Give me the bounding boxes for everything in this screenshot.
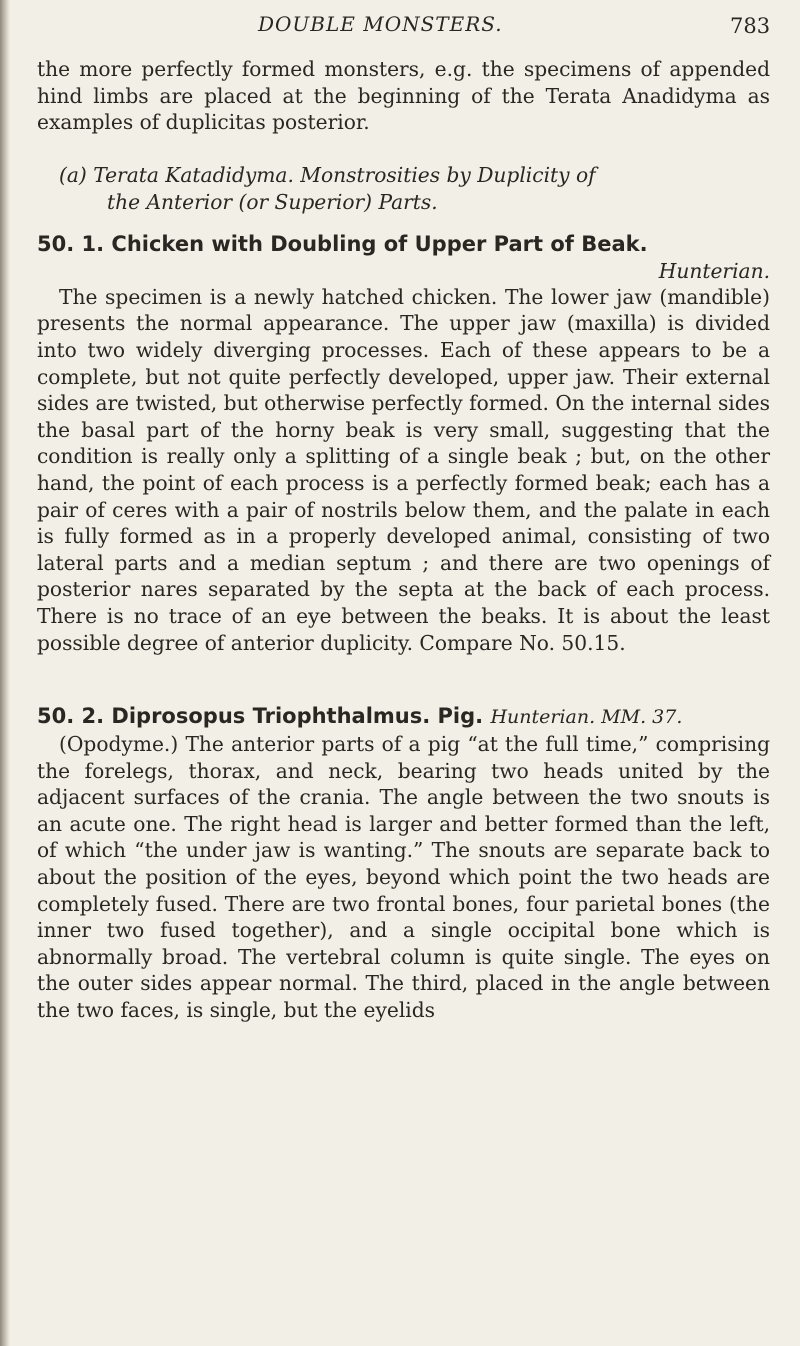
page-number: 783 [730, 14, 771, 38]
section-heading-line2: the Anterior (or Superior) Parts. [107, 189, 438, 214]
entry-source: Hunterian. [658, 258, 770, 283]
entry-text: The specimen is a newly hatched chicken. The lower jaw (mandible) presents the normal appearance. The upper jaw (maxilla) is divided into two widely diverging processes. Each of these appears to be a complete, but not quite perfectly developed, upper jaw. Their external sides are twisted, but otherwise perfectly formed. On the internal sides the basal part of the horny beak is very small, suggesting that the condition is really only a splitting of a single beak ; but, on the other hand, the point of each process is a perfectly formed beak; each has a pair of ceres with a pair of nostrils below them, and the palate in each is fully formed as in a properly developed animal, consisting of two lateral parts and a median septum ; and there are two openings of posterior nares separated by the septa at the back of each process. There is no trace of an eye between the beaks. It is about the least possible degree of anterior duplicity. Compare No. 50.15. [37, 284, 770, 655]
entry-50-1 [37, 230, 770, 656]
entry-50-2 [37, 702, 770, 1024]
entry-source: Hunterian. MM. 37. [490, 706, 683, 729]
page-binding-shadow [0, 0, 10, 1346]
entry-title-line [37, 702, 770, 731]
page-header [0, 12, 800, 46]
section-heading-line1: (a) Terata Katadidyma. Monstrosities by Duplicity of [59, 162, 596, 187]
page-body [37, 56, 770, 1024]
intro-paragraph: the more perfectly formed monsters, e.g. the specimens of appended hind limbs are placed at the beginning of the Terata Anadidyma as examples of duplicitas posterior. [37, 57, 770, 135]
running-title: DOUBLE MONSTERS. [258, 12, 503, 36]
entry-title: 50. 1. Chicken with Doubling of Upper Part of Beak. [37, 231, 648, 256]
entry-text: (Opodyme.) The anterior parts of a pig “at the full time,” comprising the forelegs, thorax, and neck, bearing two heads united by the adjacent surfaces of the crania. The angle between the two snouts is an acute one. The right head is larger and better formed than the left, of which “the under jaw is wanting.” The snouts are separate back to about the position of the eyes, beyond which point the two heads are completely fused. There are two frontal bones, four parietal bones (the inner two fused together), and a single occipital bone which is abnormally broad. The vertebral column is quite single. The eyes on the outer sides appear normal. The third, placed in the angle between the two faces, is single, but the eyelids [37, 732, 770, 1023]
section-heading [37, 162, 770, 216]
entry-title: 50. 2. Diprosopus Triophthalmus. Pig. [37, 704, 484, 729]
